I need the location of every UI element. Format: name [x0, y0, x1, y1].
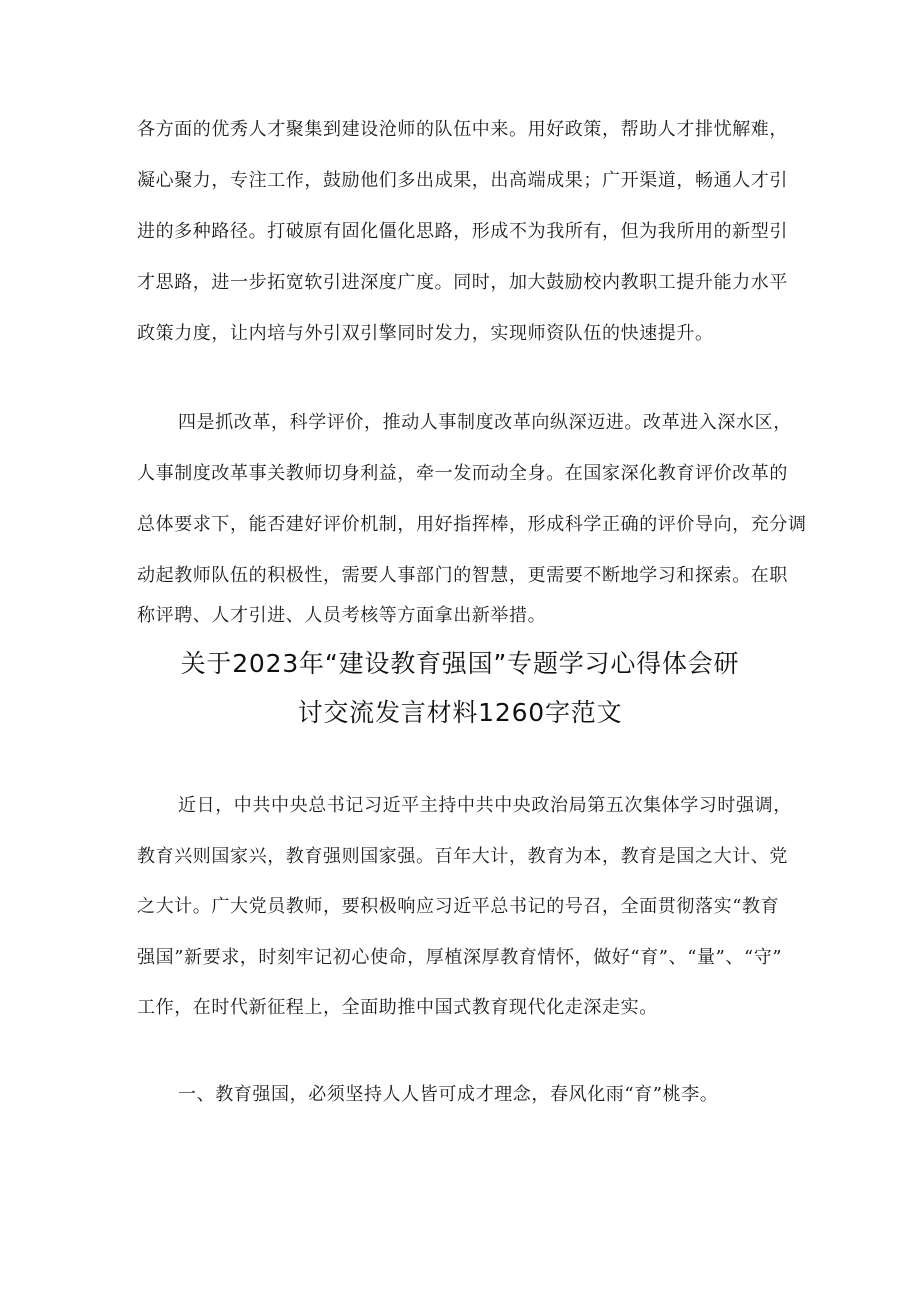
paragraph-line: 才思路，进一步拓宽软引进深度广度。同时，加大鼓励校内教职工提升能力水平 [137, 272, 788, 293]
paragraph-line: 强国”新要求，时刻牢记初心使命，厚植深厚教育情怀，做好“育”、“量”、“守” [137, 947, 783, 968]
paragraph-line: 四是抓改革，科学评价，推动人事制度改革向纵深迈进。改革进入深水区， [178, 412, 792, 433]
paragraph-line: 总体要求下，能否建好评价机制，用好指挥棒，形成科学正确的评价导向，充分调 [137, 514, 807, 535]
paragraph-line: 称评聘、人才引进、人员考核等方面拿出新举措。 [137, 605, 547, 626]
paragraph-line: 进的多种路径。打破原有固化僵化思路，形成不为我所有，但为我所用的新型引 [137, 221, 788, 242]
paragraph-line: 凝心聚力，专注工作，鼓励他们多出成果，出高端成果；广开渠道，畅通人才引 [137, 170, 788, 191]
paragraph-line: 人事制度改革事关教师切身利益，牵一发而动全身。在国家深化教育评价改革的 [137, 463, 788, 484]
paragraph-line: 政策力度，让内培与外引双引擎同时发力，实现师资队伍的快速提升。 [137, 323, 714, 344]
paragraph-line: 各方面的优秀人才聚集到建设沧师的队伍中来。用好政策，帮助人才排忧解难， [137, 119, 788, 140]
paragraph-line: 之大计。广大党员教师，要积极响应习近平总书记的号召，全面贯彻落实“教育 [137, 896, 780, 917]
paragraph-line: 工作，在时代新征程上，全面助推中国式教育现代化走深走实。 [137, 997, 658, 1018]
article-title-line: 关于2023年“建设教育强国”专题学习心得体会研 [180, 649, 740, 678]
paragraph-line: 近日，中共中央总书记习近平主持中共中央政治局第五次集体学习时强调， [178, 795, 792, 816]
point-one-heading: 一、教育强国，必须坚持人人皆可成才理念，春风化雨“育”桃李。 [178, 1084, 719, 1105]
paragraph-line: 教育兴则国家兴，教育强则国家强。百年大计，教育为本，教育是国之大计、党 [137, 846, 788, 867]
article-title-line: 讨交流发言材料1260字范文 [297, 698, 623, 727]
paragraph-line: 动起教师队伍的积极性，需要人事部门的智慧，更需要不断地学习和探索。在职 [137, 565, 788, 586]
